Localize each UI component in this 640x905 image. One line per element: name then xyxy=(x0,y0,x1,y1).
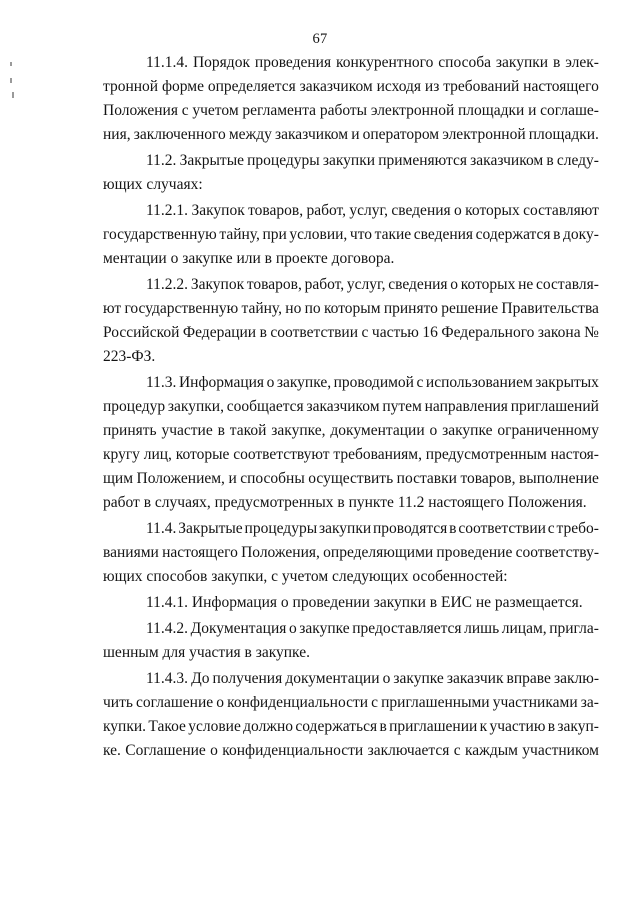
text-line: 11.4.3. До получения документации о закупке заказчик вправе заклю- xyxy=(146,670,599,687)
text-line: 11.2. Закрытые процедуры закупки применяются заказчиком в следу- xyxy=(146,152,599,169)
text-line: 11.1.4. Порядок проведения конкурентного способа закупки в элек- xyxy=(146,54,599,71)
text-line: 11.3. Информация о закупке, проводимой с использованием закрытых xyxy=(146,374,599,391)
text-line: 11.4.1. Информация о проведении закупки в ЕИС не размещается. xyxy=(146,594,583,611)
text-line: ющих случаях: xyxy=(103,176,203,193)
page-number: 67 xyxy=(312,31,328,47)
text-line: Российской Федерации в соответствии с частью 16 Федерального закона № xyxy=(103,324,599,341)
scan-artifact xyxy=(12,92,14,98)
text-line: ке. Соглашение о конфиденциальности заключается с каждым участником xyxy=(103,742,599,759)
text-line: кругу лиц, которые соответствуют требованиям, предусмотренным настоя- xyxy=(103,446,599,463)
text-line: ния, заключенного между заказчиком и оператором электронной площадки. xyxy=(103,126,599,143)
text-line: ют государственную тайну, но по которым принято решение Правительства xyxy=(103,300,599,317)
text-line: шенным для участия в закупке. xyxy=(103,644,310,661)
text-line: чить соглашение о конфиденциальности с приглашенными участниками за- xyxy=(103,694,599,711)
text-line: 223-ФЗ. xyxy=(103,348,156,365)
scan-artifact xyxy=(10,62,12,66)
text-line: ментации о закупке или в проекте договора. xyxy=(103,250,395,267)
text-line: принять участие в такой закупке, документации о закупке ограниченному xyxy=(103,422,599,439)
text-line: процедур закупки, сообщается заказчиком путем направления приглашений xyxy=(103,398,599,415)
text-line: Положения с учетом регламента работы электронной площадки и соглаше- xyxy=(103,102,599,119)
text-line: государственную тайну, при условии, что такие сведения содержатся в доку- xyxy=(103,226,599,243)
scan-artifact xyxy=(10,78,12,83)
text-line: 11.4. Закрытые процедуры закупки проводятся в соответствии с требо- xyxy=(146,520,599,537)
text-line: ющих способов закупки, с учетом следующих особенностей: xyxy=(103,568,508,585)
text-line: работ в случаях, предусмотренных в пункте 11.2 настоящего Положения. xyxy=(103,494,587,511)
text-line: 11.2.1. Закупок товаров, работ, услуг, сведения о которых составляют xyxy=(146,202,599,219)
text-line: тронной форме определяется заказчиком исходя из требований настоящего xyxy=(103,78,599,95)
text-line: ваниями настоящего Положения, определяющими проведение соответству- xyxy=(103,544,599,561)
text-line: 11.2.2. Закупок товаров, работ, услуг, сведения о которых не составля- xyxy=(146,276,599,293)
text-line: щим Положением, и способны осуществить поставки товаров, выполнение xyxy=(103,470,599,487)
text-line: купки. Такое условие должно содержаться в приглашении к участию в закуп- xyxy=(103,718,599,735)
text-line: 11.4.2. Документация о закупке предоставляется лишь лицам, пригла- xyxy=(146,620,599,637)
